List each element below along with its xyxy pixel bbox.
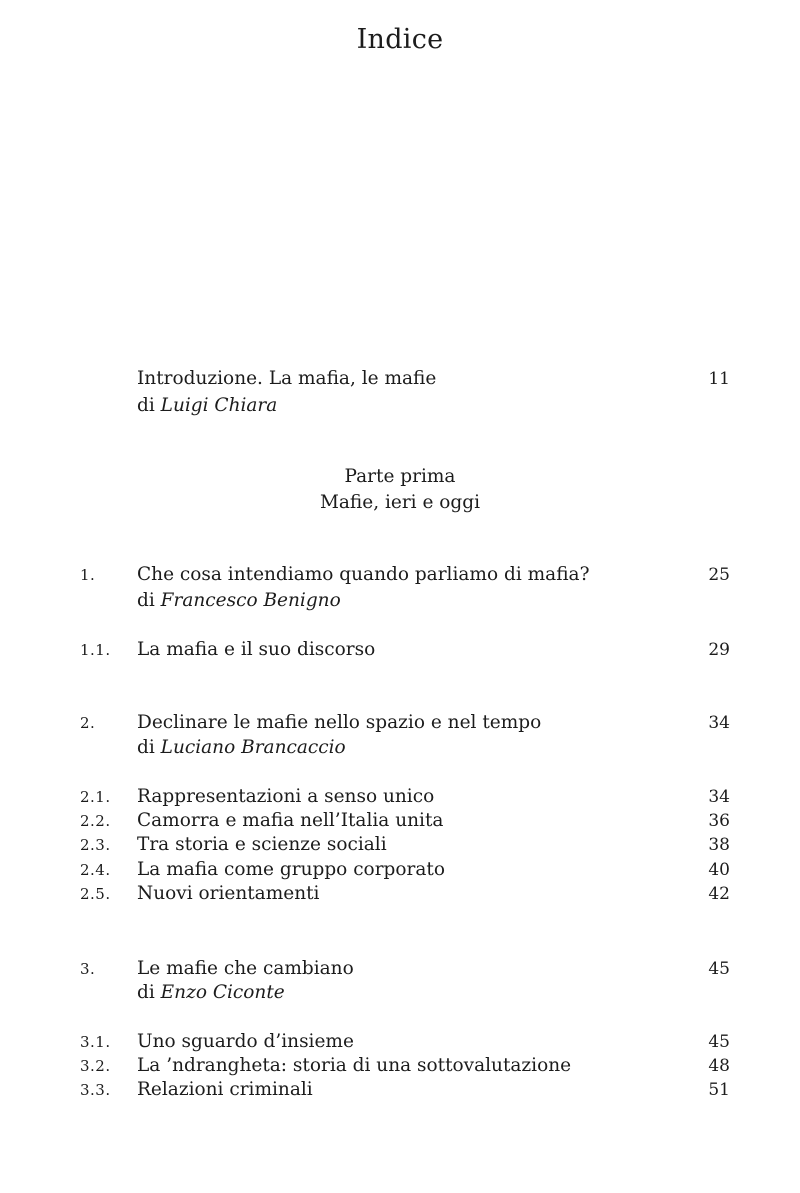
part-subheading: Mafie, ieri e oggi [319,492,481,513]
section-number: 2.2. [80,812,111,830]
section-title: La ’ndrangheta: storia di una sottovalutazione [137,1055,572,1076]
section-page: 40 [708,860,730,880]
section-number: 3.3. [80,1081,111,1099]
chapter-title: Declinare le mafie nello spazio e nel tempo [137,712,542,733]
section-title: La mafia e il suo discorso [137,639,376,660]
part-heading: Parte prima [344,466,456,487]
chapter-author: di Enzo Ciconte [137,982,285,1003]
section-number: 3.2. [80,1057,111,1075]
entry-page: 11 [708,369,730,389]
section-number: 2.1. [80,788,111,806]
section-number: 3.1. [80,1033,111,1051]
section-page: 29 [708,640,730,660]
section-number: 1.1. [80,641,111,659]
toc-chapter [0,562,800,588]
toc-section [0,637,800,663]
entry-author: di Luigi Chiara [137,395,278,416]
chapter-page: 45 [708,959,730,979]
chapter-number: 3. [80,960,96,978]
toc-section [0,832,800,858]
section-page: 34 [708,787,730,807]
section-title: La mafia come gruppo corporato [137,859,445,880]
section-title: Nuovi orientamenti [137,883,320,904]
section-title: Relazioni criminali [137,1079,313,1100]
chapter-author: di Luciano Brancaccio [137,737,346,758]
chapter-page: 25 [708,565,730,585]
section-title: Uno sguardo d’insieme [137,1031,354,1052]
entry-label: Introduzione. La mafia, le mafie [137,368,437,389]
section-page: 38 [708,835,730,855]
toc-chapter-author [0,588,800,614]
section-page: 51 [708,1080,730,1100]
toc-chapter [0,710,800,736]
toc-section [0,784,800,810]
section-title: Tra storia e scienze sociali [137,834,387,855]
toc-chapter-author [0,735,800,761]
section-number: 2.5. [80,885,111,903]
section-title: Rappresentazioni a senso unico [137,786,435,807]
chapter-title: Le mafie che cambiano [137,958,354,979]
toc-chapter-author [0,980,800,1006]
chapter-number: 2. [80,714,96,732]
chapter-title: Che cosa intendiamo quando parliamo di mafia? [137,564,590,585]
toc-entry-intro [0,366,800,392]
section-number: 2.4. [80,861,111,879]
section-page: 36 [708,811,730,831]
toc-section [0,1053,800,1079]
toc-section [0,1077,800,1103]
toc-author-intro [0,393,800,419]
section-number: 2.3. [80,836,111,854]
section-page: 42 [708,884,730,904]
toc-chapter [0,956,800,982]
page-title: Indice [356,24,444,55]
chapter-number: 1. [80,566,96,584]
section-title: Camorra e mafia nell’Italia unita [137,810,444,831]
toc-section [0,857,800,883]
section-page: 48 [708,1056,730,1076]
toc-section [0,1029,800,1055]
toc-section [0,881,800,907]
section-page: 45 [708,1032,730,1052]
chapter-page: 34 [708,713,730,733]
chapter-author: di Francesco Benigno [137,590,341,611]
toc-section [0,808,800,834]
